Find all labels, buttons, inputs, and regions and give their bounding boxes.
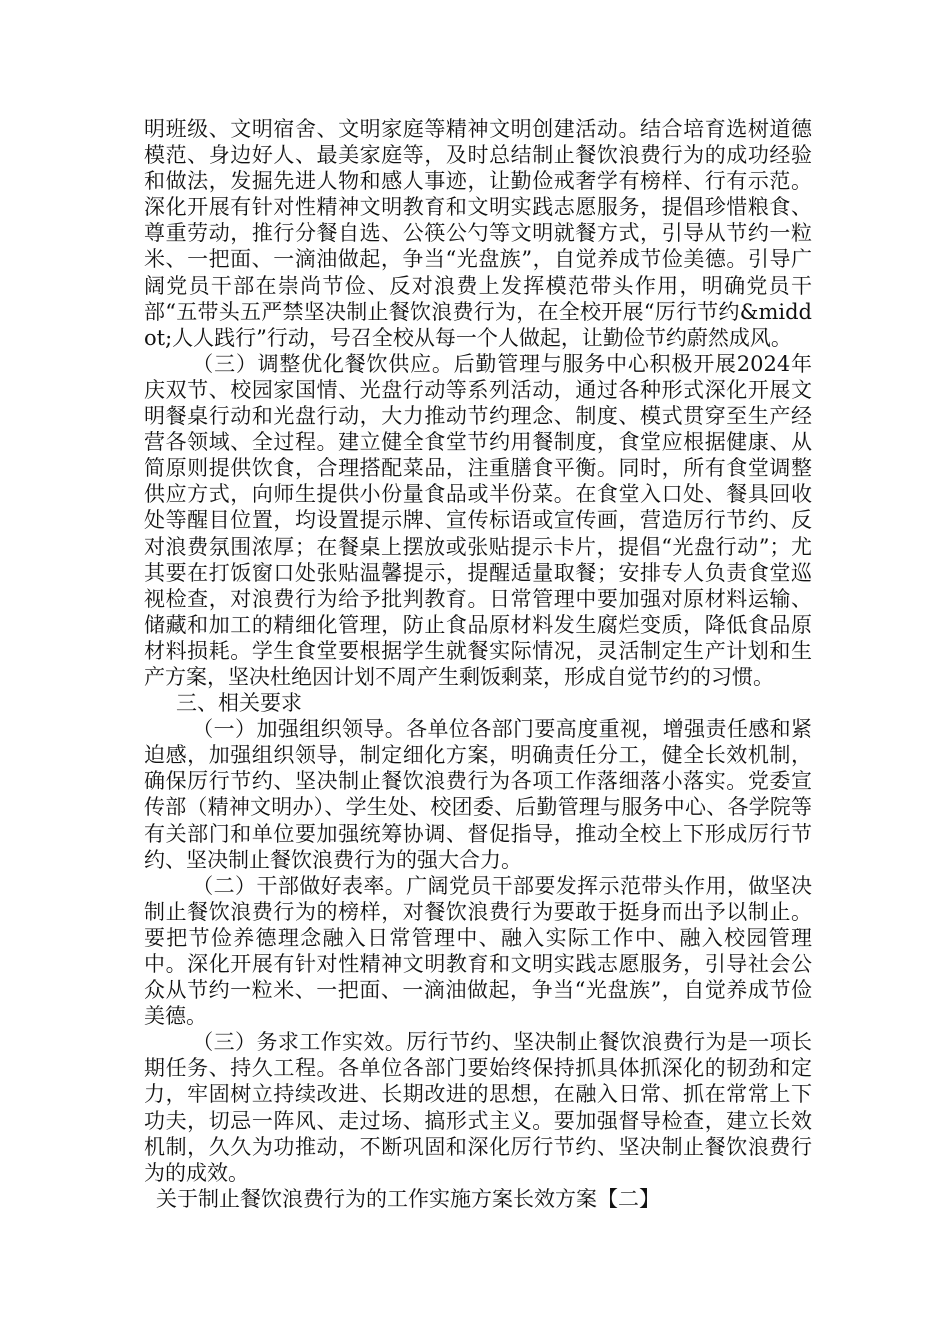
document-page — [144, 116, 812, 1212]
next-document-title: 关于制止餐饮浪费行为的工作实施方案长效方案【二】 — [156, 1186, 660, 1211]
paragraph-cadres-set-example: （二）干部做好表率。广阔党员干部要发挥示范带头作用，做坚决制止餐饮浪费行为的榜样，对餐饮浪费行为要敢于挺身而出予以制止。要把节俭养德理念融入日常管理中、融入实际工作中、融入校园管理中。深化开展有针对性精神文明教育和文明实践志愿服务，引导社会公众从节约一粒米、一把面、一滴油做起，争当“光盘族”，自觉养成节俭美德。 — [144, 873, 812, 1029]
paragraph-continuation: 明班级、文明宿舍、文明家庭等精神文明创建活动。结合培育选树道德模范、身边好人、最美家庭等，及时总结制止餐饮浪费行为的成功经验和做法，发掘先进人物和感人事迹，让勤俭戒奢学有榜样、行有示范。深化开展有针对性精神文明教育和文明实践志愿服务，提倡珍惜粮食、尊重劳动，推行分餐自选、公筷公勺等文明就餐方式，引导从节约一粒米、一把面、一滴油做起，争当“光盘族”，自觉养成节俭美德。引导广阔党员干部在崇尚节俭、反对浪费上发挥模范带头作用，明确党员干部“五带头五严禁坚决制止餐饮浪费行为，在全校开展“厉行节约&middot;人人践行”行动，号召全校从每一个人做起，让勤俭节约蔚然成风。 — [144, 117, 812, 350]
paragraph-strengthen-leadership: （一）加强组织领导。各单位各部门要高度重视，增强责任感和紧迫感，加强组织领导，制定细化方案，明确责任分工，健全长效机制，确保厉行节约、坚决制止餐饮浪费行为各项工作落细落小落实。党委宣传部（精神文明办）、学生处、校团委、后勤管理与服务中心、各学院等有关部门和单位要加强统筹协调、督促指导，推动全校上下形成厉行节约、坚决制止餐饮浪费行为的强大合力。 — [144, 717, 812, 872]
section-heading-requirements: 三、相关要求 — [176, 691, 302, 716]
paragraph-practical-results: （三）务求工作实效。厉行节约、坚决制止餐饮浪费行为是一项长期任务、持久工程。各单位各部门要始终保持抓具体抓深化的韧劲和定力，牢固树立持续改进、长期改进的思想，在融入日常、抓在常常上下功夫，切忌一阵风、走过场、搞形式主义。要加强督导检查，建立长效机制，久久为功推动，不断巩固和深化厉行节约、坚决制止餐饮浪费行为的成效。 — [144, 1030, 812, 1185]
paragraph-adjust-catering-supply: （三）调整优化餐饮供应。后勤管理与服务中心积极开展2024年庆双节、校园家国情、光盘行动等系列活动，通过各种形式深化开展文明餐桌行动和光盘行动，大力推动节约理念、制度、模式贯穿至生产经营各领域、全过程。建立健全食堂节约用餐制度，食堂应根据健康、从简原则提供饮食，合理搭配菜品，注重膳食平衡。同时，所有食堂调整供应方式，向师生提供小份量食品或半份菜。在食堂入口处、餐具回收处等醒目位置，均设置提示牌、宣传标语或宣传画，营造厉行节约、反对浪费氛围浓厚；在餐桌上摆放或张贴提示卡片，提倡“光盘行动”；尤其要在打饭窗口处张贴温馨提示，提醒适量取餐；安排专人负责食堂巡视检查，对浪费行为给予批判教育。日常管理中要加强对原材料运输、储藏和加工的精细化管理，防止食品原材料发生腐烂变质，降低食品原材料损耗。学生食堂要根据学生就餐实际情况，灵活制定生产计划和生产方案，坚决杜绝因计划不周产生剩饭剩菜，形成自觉节约的习惯。 — [144, 351, 812, 689]
